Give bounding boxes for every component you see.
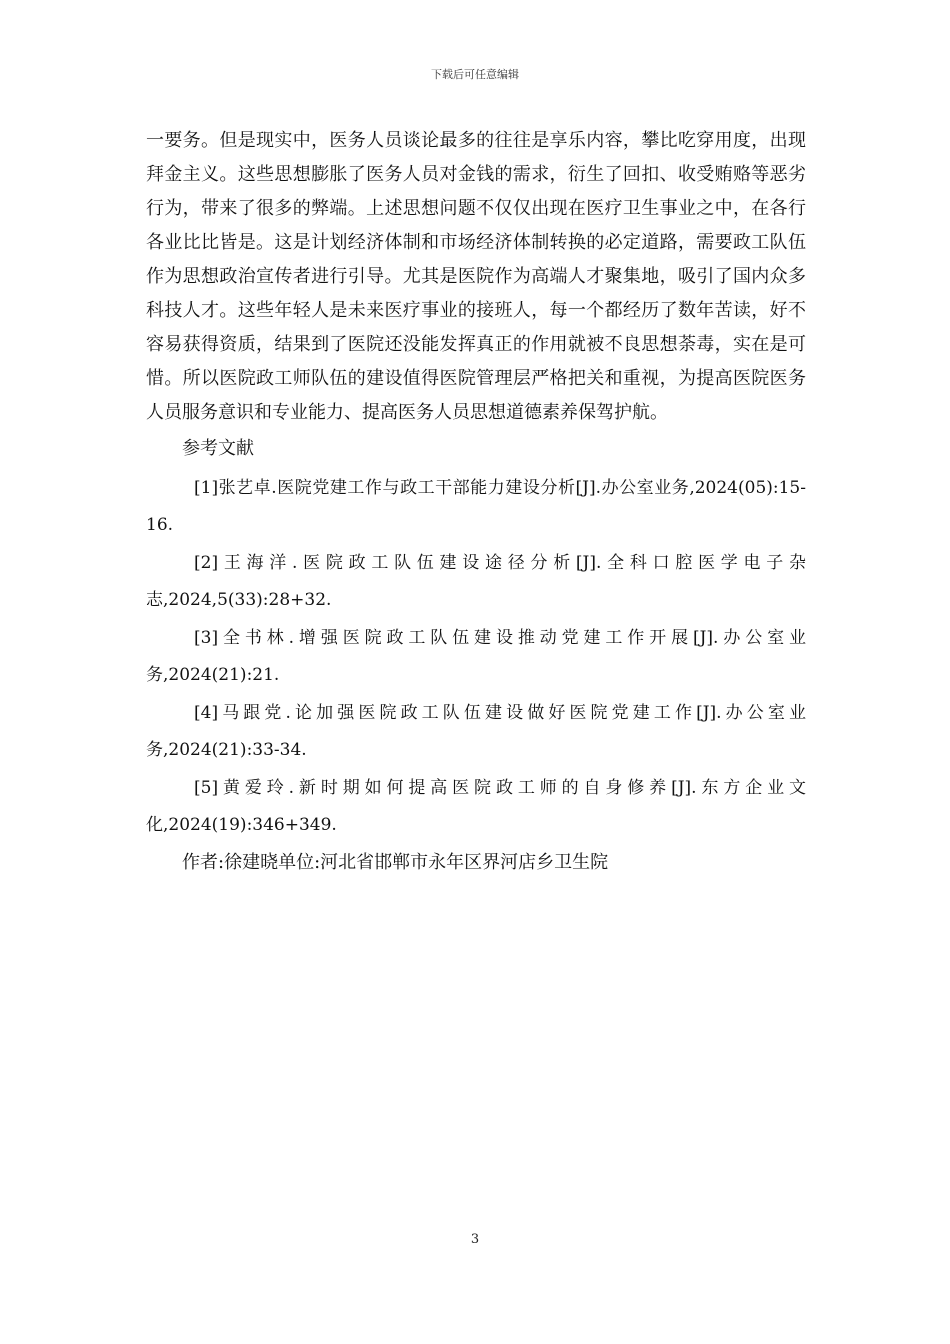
references-heading: 参考文献 xyxy=(182,438,254,459)
page-header: 下载后可任意编辑 xyxy=(431,68,519,81)
reference-list xyxy=(146,470,806,844)
body-paragraph: 一要务。但是现实中，医务人员谈论最多的往往是享乐内容，攀比吃穿用度，出现拜金主义。这些思想膨胀了医务人员对金钱的需求，衍生了回扣、收受贿赂等恶劣行为，带来了很多的弊端。上述思想问题不仅仅出现在医疗卫生事业之中，在各行各业比比皆是。这是计划经济体制和市场经济体制转换的必定道路，需要政工队伍作为思想政治宣传者进行引导。尤其是医院作为高端人才聚集地，吸引了国内众多科技人才。这些年轻人是未来医疗事业的接班人，每一个都经历了数年苦读，好不容易获得资质，结果到了医院还没能发挥真正的作用就被不良思想荼毒，实在是可惜。所以医院政工师队伍的建设值得医院管理层严格把关和重视，为提高医院医务人员服务意识和专业能力、提高医务人员思想道德素养保驾护航。 xyxy=(146,130,806,423)
reference-item-2: [2]王海洋.医院政工队伍建设途径分析[J].全科口腔医学电子杂志,2024,5(33):28+32. xyxy=(146,553,806,610)
reference-item-4: [4]马跟党.论加强医院政工队伍建设做好医院党建工作[J].办公室业务,2024(21):33-34. xyxy=(146,703,806,760)
page-number: 3 xyxy=(470,1232,480,1247)
reference-item-3: [3]全书林.增强医院政工队伍建设推动党建工作开展[J].办公室业务,2024(21):21. xyxy=(146,628,806,685)
author-affiliation: 作者:徐建晓单位:河北省邯郸市永年区界河店乡卫生院 xyxy=(182,852,609,873)
reference-item-5: [5]黄爱玲.新时期如何提高医院政工师的自身修养[J].东方企业文化,2024(19):346+349. xyxy=(146,778,806,835)
document-body xyxy=(146,124,806,880)
reference-item-1: [1]张艺卓.医院党建工作与政工干部能力建设分析[J].办公室业务,2024(05):15-16. xyxy=(146,478,806,535)
